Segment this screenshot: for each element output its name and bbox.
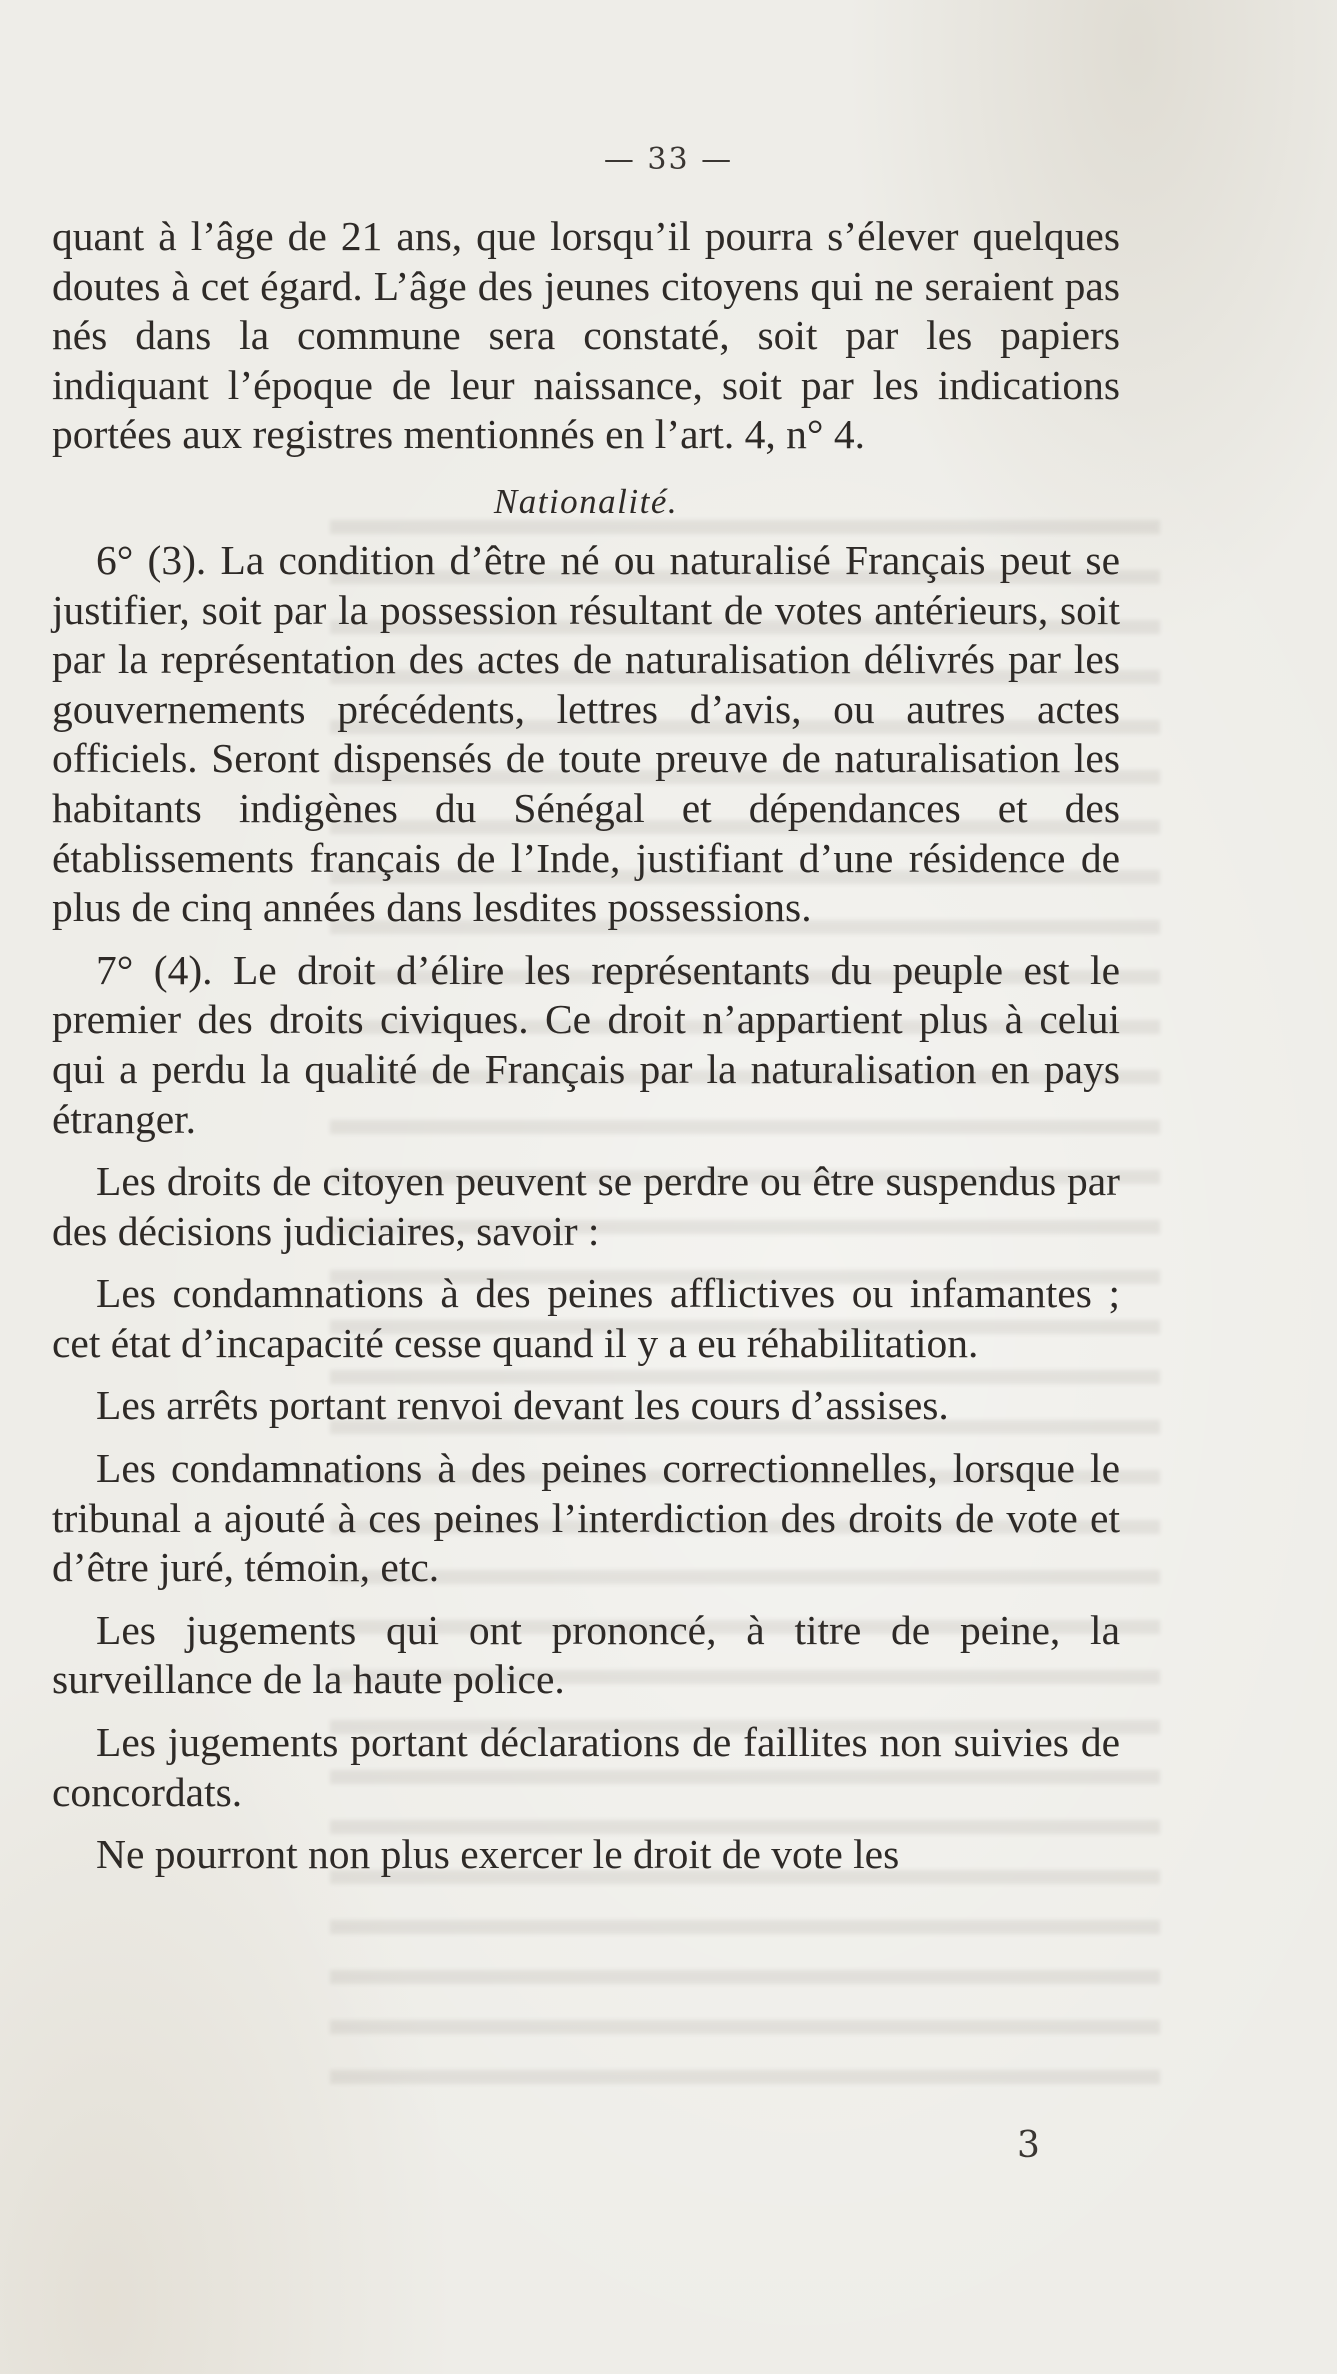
paragraph-loss-of-rights: Les droits de citoyen peuvent se perdre ou être suspendus par des décisions judiciaires, savoir : bbox=[52, 1158, 1120, 1254]
paragraph-faillites: Les jugements portant déclarations de faillites non suivies de concordats. bbox=[52, 1719, 1120, 1815]
paragraph-surveillance-police: Les jugements qui ont prononcé, à titre de peine, la surveillance de la haute police. bbox=[52, 1606, 1120, 1703]
paragraph-condemnations-correctional: Les condamnations à des peines correctionnelles, lorsque le tribunal a ajouté à ces peines l’interdiction des droits de vote et d’être juré, témoin, etc. bbox=[52, 1445, 1120, 1591]
signature-mark: 3 bbox=[1017, 2125, 1040, 2166]
paragraph-condemnations-afflictive: Les condamnations à des peines afflictives ou infamantes ; cet état d’incapacité cesse quand il y a eu réhabilitation. bbox=[52, 1270, 1120, 1366]
paragraph-ne-pourront: Ne pourront non plus exercer le droit de vote les bbox=[96, 1831, 900, 1878]
page-number: — 33 — bbox=[603, 142, 734, 177]
section-heading-nationalite: Nationalité. bbox=[493, 481, 679, 521]
paragraph-6-nationality: 6° (3). La condition d’être né ou naturalisé Français peut se justifier, soit par la possession résultant de votes antérieurs, soit par la représentation des actes de naturalisation délivrés par les gouvernements précédents, lettres d’avis, ou autres actes officiels. Seront dispensés de toute preuve de naturalisation les habitants indigènes du Sénégal et dépendances et des établissements français de l’Inde, justifiant d’une résidence de plus de cinq années dans lesdites possessions. bbox=[52, 536, 1120, 931]
paragraph-arrets-assises: Les arrêts portant renvoi devant les cours d’assises. bbox=[96, 1382, 949, 1429]
page-text bbox=[52, 212, 1120, 1880]
paragraph-age-continuation: quant à l’âge de 21 ans, que lorsqu’il pourra s’élever quelques doutes à cet égard. L’âge des jeunes citoyens qui ne seraient pas nés dans la commune sera constaté, soit par les papiers indiquant l’époque de leur naissance, soit par les indications portées aux registres mentionnés en l’art. 4, n° 4. bbox=[52, 213, 1120, 458]
paragraph-7-right-to-vote: 7° (4). Le droit d’élire les représentants du peuple est le premier des droits civiques. Ce droit n’appartient plus à celui qui a perdu la qualité de Français par la naturalisation en pays étranger. bbox=[52, 946, 1120, 1142]
